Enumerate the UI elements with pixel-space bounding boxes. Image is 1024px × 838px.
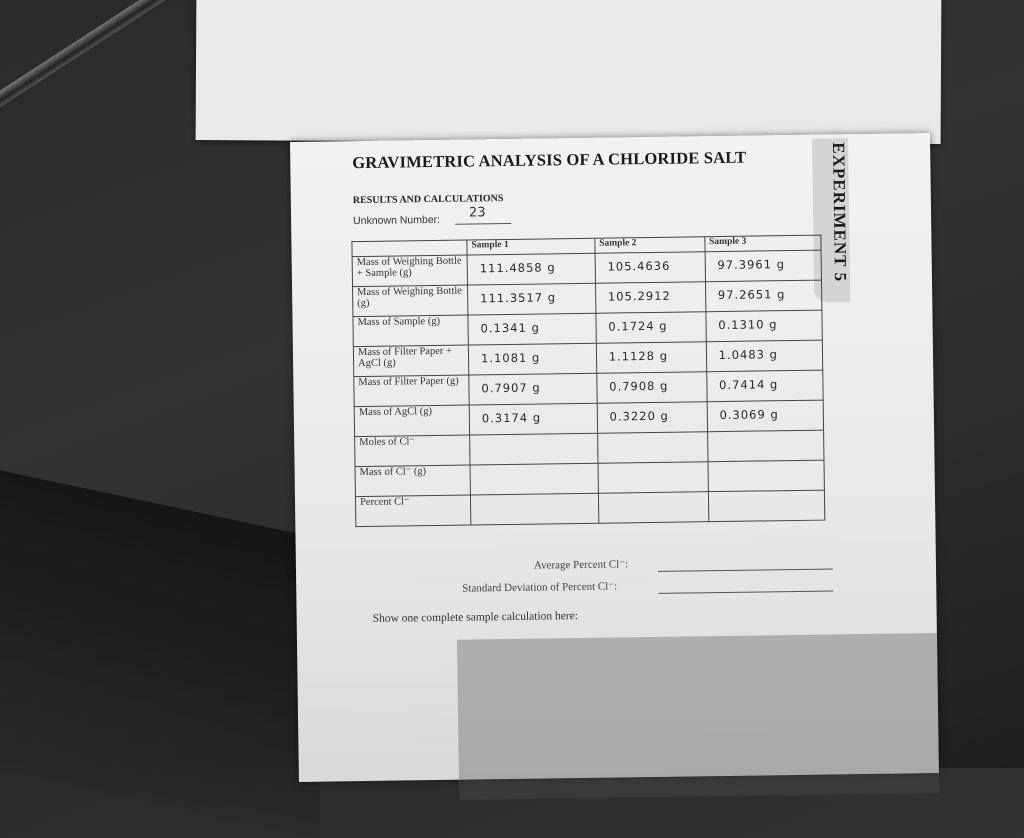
top-paper-sheet	[196, 0, 942, 144]
table-cell	[595, 252, 705, 284]
handwritten-value: 1.1128 g	[608, 348, 669, 364]
handwritten-value: 105.2912	[607, 288, 671, 304]
unknown-number-label: Unknown Number:	[353, 213, 441, 228]
table-cell	[597, 402, 707, 434]
table-cell	[597, 432, 707, 464]
table-cell	[708, 490, 825, 522]
unknown-number-line	[455, 223, 511, 225]
header-cell-blank	[352, 240, 467, 257]
table-cell	[470, 493, 598, 525]
handwritten-value: 0.1724 g	[608, 318, 668, 334]
row-label: Mass of Filter Paper + AgCl (g)	[353, 345, 468, 377]
table-cell	[468, 313, 596, 345]
handwritten-value: 0.3220 g	[609, 408, 669, 424]
table-cell	[597, 372, 707, 404]
table-cell	[595, 282, 705, 314]
average-percent-label: Average Percent Cl⁻:	[533, 558, 629, 572]
row-label: Mass of Weighing Bottle + Sample (g)	[352, 255, 467, 287]
table-cell	[706, 370, 823, 402]
handwritten-value: 0.3069 g	[719, 407, 779, 423]
table-cell	[469, 373, 597, 405]
table-cell	[708, 460, 825, 492]
handwritten-value: 0.7414 g	[719, 377, 779, 393]
handwritten-value: 111.4858 g	[479, 260, 556, 276]
table-cell	[596, 312, 706, 344]
shadow-overlay	[457, 633, 939, 800]
table-cell	[470, 433, 598, 465]
table-cell	[467, 253, 595, 285]
section-heading: RESULTS AND CALCULATIONS	[352, 193, 504, 207]
handwritten-value: 1.1081 g	[480, 350, 541, 366]
table-cell	[598, 492, 708, 524]
table-cell	[469, 403, 597, 435]
average-percent-blank	[658, 568, 833, 571]
table-cell	[596, 342, 706, 374]
table-cell	[468, 343, 596, 375]
stdev-percent-blank	[658, 590, 833, 593]
header-sample-1: Sample 1	[467, 238, 595, 255]
table-cell	[705, 250, 822, 282]
row-label: Mass of AgCl (g)	[354, 405, 469, 437]
handwritten-value: 111.3517 g	[480, 290, 557, 306]
table-cell	[598, 462, 708, 494]
sample-calculation-label: Show one complete sample calculation here:	[372, 610, 579, 625]
handwritten-value: 97.3961 g	[717, 257, 786, 273]
handwritten-value: 0.3174 g	[481, 410, 542, 426]
unknown-number-value: 23	[468, 205, 486, 221]
row-label: Mass of Sample (g)	[353, 315, 468, 347]
pen	[0, 0, 176, 113]
handwritten-value: 0.1310 g	[718, 317, 778, 333]
worksheet-page	[290, 133, 939, 782]
handwritten-value: 0.7908 g	[609, 378, 669, 394]
table-cell	[706, 340, 823, 372]
row-label: Mass of Filter Paper (g)	[354, 375, 469, 407]
results-table	[351, 235, 825, 528]
experiment-label: EXPERIMENT 5	[829, 142, 851, 283]
header-sample-2: Sample 2	[595, 237, 705, 254]
row-label: Mass of Weighing Bottle (g)	[353, 285, 468, 317]
handwritten-value: 0.1341 g	[480, 320, 540, 336]
header-sample-3: Sample 3	[705, 235, 822, 252]
table-cell	[707, 400, 824, 432]
table-cell	[707, 430, 824, 462]
table-cell	[470, 463, 598, 495]
handwritten-value: 105.4636	[607, 258, 671, 274]
row-label: Moles of Cl⁻	[355, 435, 470, 467]
desk-shadow	[0, 462, 320, 838]
handwritten-value: 1.0483 g	[718, 347, 778, 363]
handwritten-value: 97.2651 g	[717, 287, 786, 303]
stdev-percent-label: Standard Deviation of Percent Cl⁻:	[462, 580, 618, 595]
table-row	[355, 490, 824, 527]
row-label: Percent Cl⁻	[355, 495, 470, 527]
table-cell	[468, 283, 596, 315]
table-cell	[706, 310, 823, 342]
table-cell	[705, 280, 822, 312]
worksheet-title: GRAVIMETRIC ANALYSIS OF A CHLORIDE SALT	[352, 147, 747, 173]
row-label: Mass of Cl⁻ (g)	[355, 465, 470, 497]
handwritten-value: 0.7907 g	[481, 380, 541, 396]
